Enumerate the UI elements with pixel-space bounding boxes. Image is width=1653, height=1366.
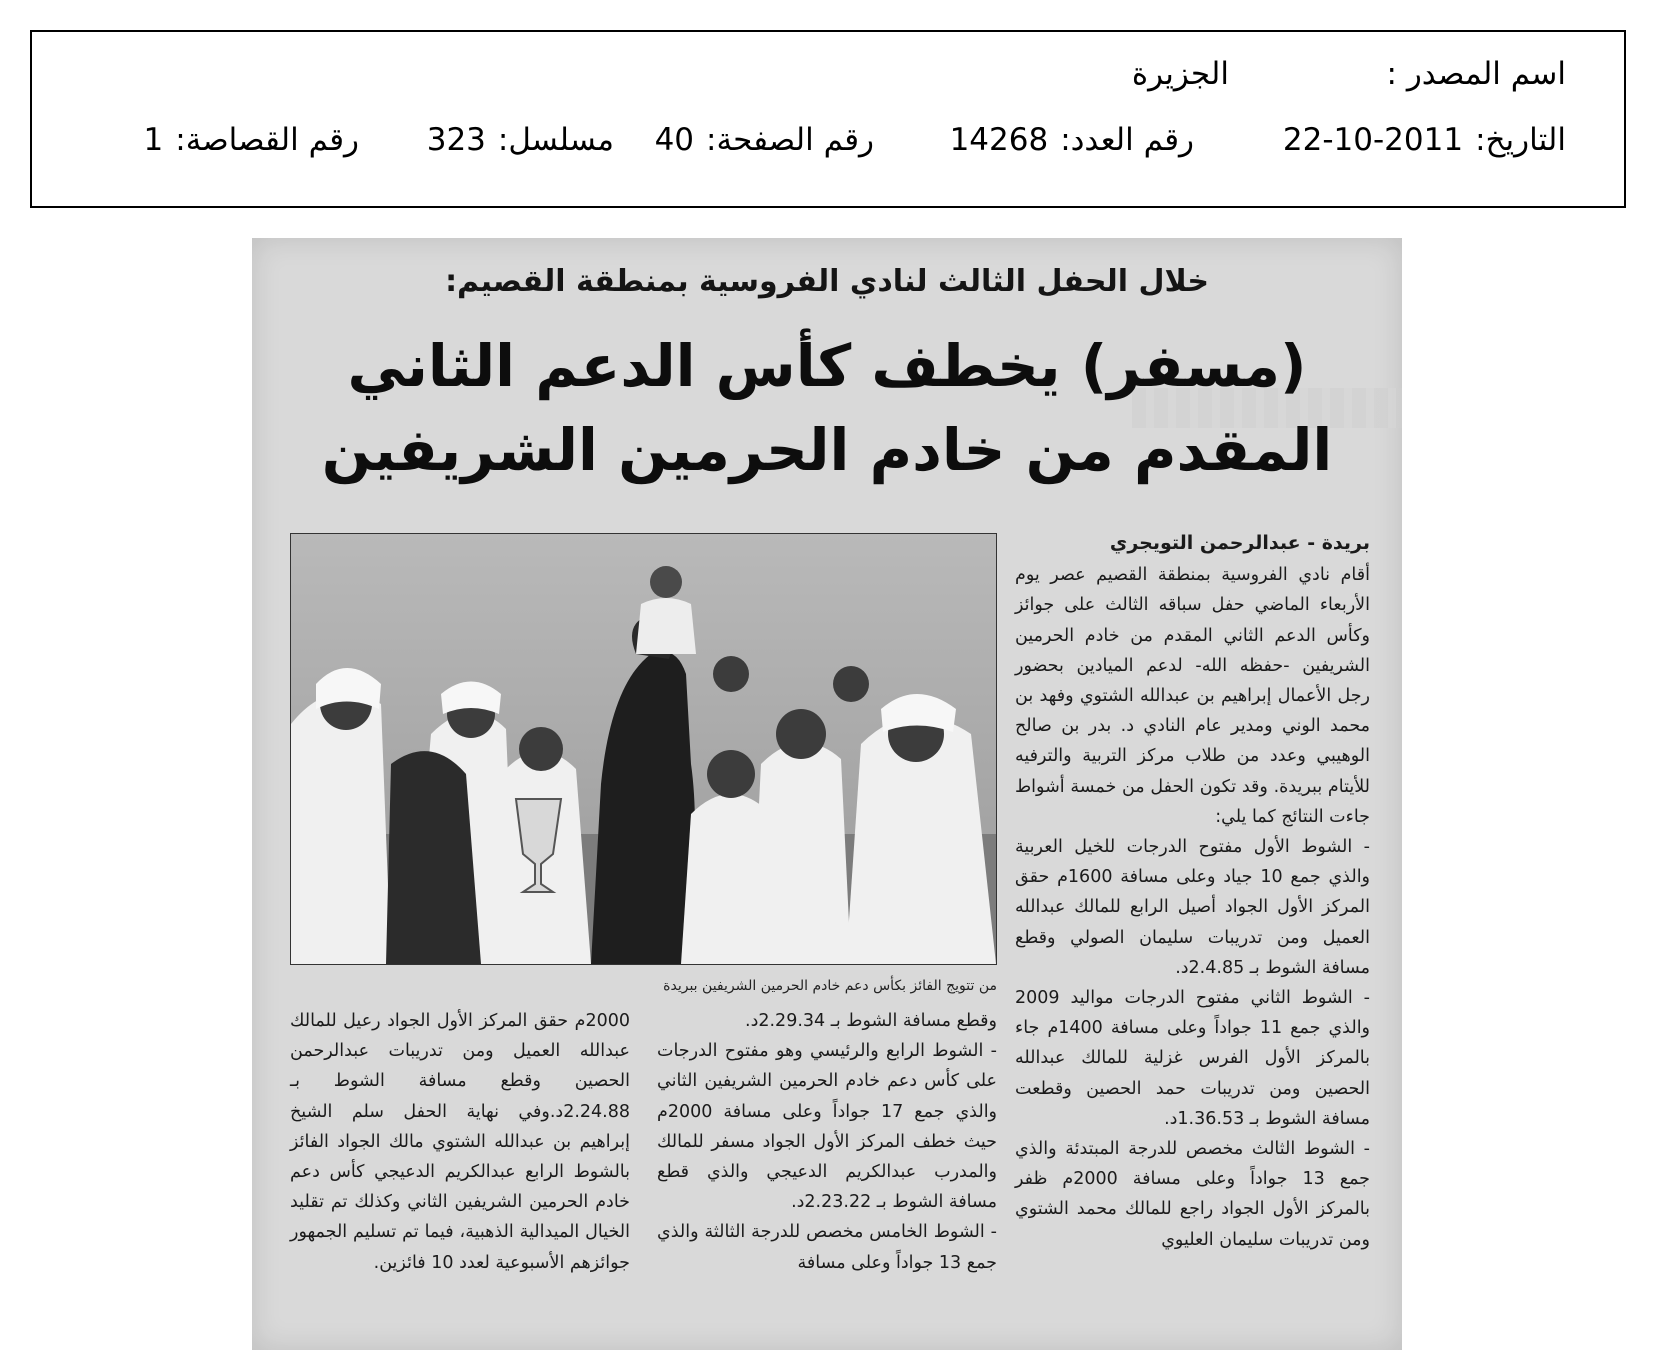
issue-value: 14268 [949,122,1049,158]
serial-field [427,122,614,158]
newspaper-clipping [252,238,1402,1350]
article-headline [252,324,1402,492]
article-kicker: خلال الحفل الثالث لنادي الفروسية بمنطقة القصيم: [445,264,1209,299]
date-value: 2011-10-22 [1282,122,1464,158]
date-label: التاريخ: [1475,122,1566,158]
clip-number-label: رقم القصاصة: [175,122,359,158]
date-field [1283,122,1566,158]
article-column-2 [657,1006,997,1278]
photo-illustration [291,534,996,964]
column-1-paragraph-4: - الشوط الثالث مخصص للدرجة المبتدئة والذي جمع 13 جواداً وعلى مسافة 2000م ظفر بالمركز الأول الجواد راجع للمالك محمد الشتوي ومن تدريبات سليمان العليوي [1015,1139,1371,1250]
article-column-3 [290,1006,630,1278]
column-1-paragraph-1: أقام نادي الفروسية بمنطقة القصيم عصر يوم الأربعاء الماضي حفل سباقه الثالث على جوائز وكأس الدعم الثاني المقدم من خادم الحرمين الشريفين -حفظه الله- لدعم الميادين بحضور رجل الأعمال إبراهيم بن عبدالله الشتوي وفهد بن محمد الوني ومدير عام النادي د. بدر بن صالح الوهيبي وعدد من طلاب مركز التربية والترفيه للأيتام ببريدة. وقد تكون الحفل من خمسة أشواط جاءت النتائج كما يلي: [1015,565,1370,827]
page-value: 40 [654,122,695,158]
column-3-paragraph-1: 2000م حقق المركز الأول الجواد رعيل للمالك عبدالله العميل ومن تدريبات عبدالرحمن الحصين وقطع مسافة الشوط بـ 2.24.88د.وفي نهاية الحفل سلم الشيخ إبراهيم بن عبدالله الشتوي مالك الجواد الفائز بالشوط الرابع عبدالكريم الدعيجي كأس دعم خادم الحرمين الشريفين الثاني وكذلك تم تقليد الخيال الميدالية الذهبية، فيما تم تسليم الجمهور جوائزهم الأسبوعية لعدد 10 فائزين. [290,1011,630,1273]
column-1-paragraph-3: - الشوط الثاني مفتوح الدرجات مواليد 2009 والذي جمع 11 جواداً وعلى مسافة 1400م جاء بالمركز الأول الفرس غزلية للمالك عبدالله الحصين ومن تدريبات حمد الحصين وقطعت مسافة الشوط بـ 1.36.53د. [1015,988,1371,1129]
column-2-paragraph-1: وقطع مسافة الشوط بـ 2.29.34د. [745,1011,997,1031]
serial-value: 323 [426,122,486,158]
photo-caption: من تتويج الفائز بكأس دعم خادم الحرمين الشريفين ببريدة [663,978,997,994]
serial-label: مسلسل: [497,122,614,158]
article-column-1 [1015,528,1370,1255]
headline-line-1: (مسفر) يخطف كأس الدعم الثاني [347,332,1307,400]
source-value: الجزيرة [1131,56,1229,92]
column-2-paragraph-2: - الشوط الرابع والرئيسي وهو مفتوح الدرجات على كأس دعم خادم الحرمين الشريفين الثاني والذي جمع 17 جواداً وعلى مسافة 2000م حيث خطف المركز الأول الجواد مسفر للمالك والمدرب عبدالكريم الدعيجي والذي قطع مسافة الشوط بـ 2.23.22د. [657,1041,998,1213]
clip-number-value: 1 [143,122,164,158]
column-1-paragraph-2: - الشوط الأول مفتوح الدرجات للخيل العربية والذي جمع 10 جياد وعلى مسافة 1600م حقق المركز الأول الجواد أصيل الرابع للمالك عبدالله العميل ومن تدريبات سليمان الصولي وقطع مسافة الشوط بـ 2.4.85د. [1015,837,1371,978]
page-field [655,122,874,158]
page-label: رقم الصفحة: [706,122,874,158]
source-label: اسم المصدر : [1386,56,1566,92]
issue-field [950,122,1194,158]
clip-number-field [144,122,359,158]
headline-line-2: المقدم من خادم الحرمين الشريفين [321,416,1333,484]
winner-ceremony-photo [290,533,997,965]
issue-label: رقم العدد: [1060,122,1194,158]
article-byline: بريدة - عبدالرحمن التويجري [1109,532,1370,554]
clipping-metadata-box [30,30,1626,208]
column-2-paragraph-3: - الشوط الخامس مخصص للدرجة الثالثة والذي جمع 13 جواداً وعلى مسافة [657,1222,997,1273]
